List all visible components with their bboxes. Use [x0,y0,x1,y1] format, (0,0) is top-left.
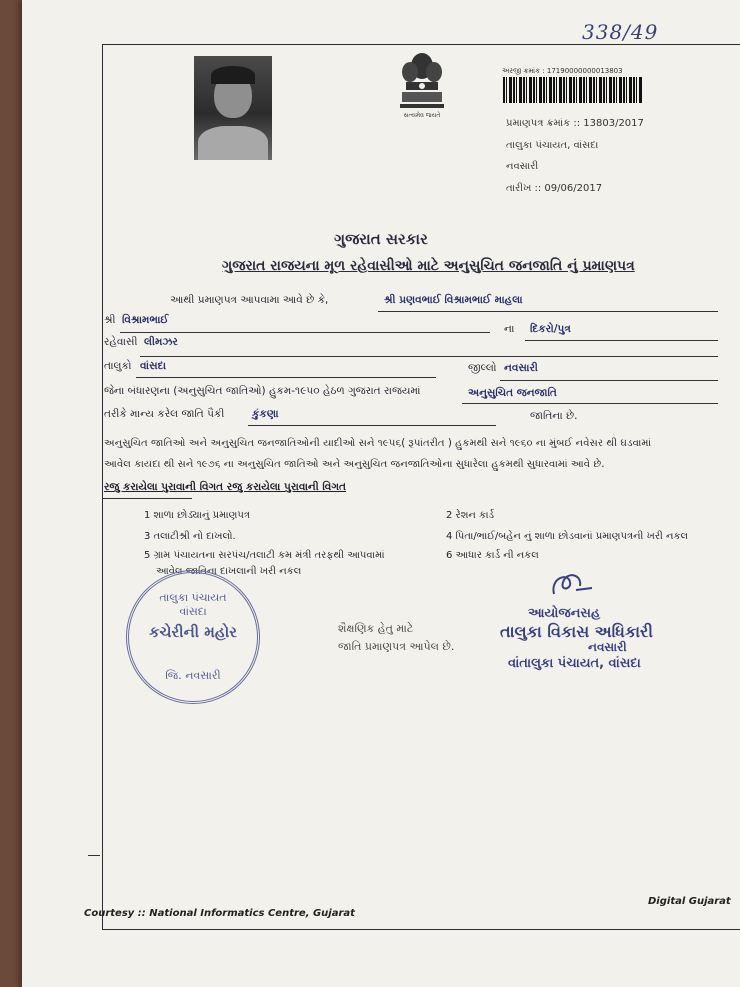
intro-label: આથી પ્રમાણપત્ર આપવામા આવે છે કે, [170,294,329,306]
father-name: વિશ્રામભાઈ [122,314,169,326]
application-number: અરજી ક્રમાંક : 17190000000013803 [502,67,623,75]
header-district: નવસારી [506,161,539,172]
taluka: વાંસદા [140,360,167,372]
relation: દિકરો/પુત્ર [530,323,571,335]
applicant-name: શ્રી પ્રણવભાઈ વિશ્રામભાઈ માહલા [384,294,523,306]
document-item: 2 રેશન કાર્ડ [446,510,495,521]
taluka-label: તાલુકો [104,360,132,372]
signature-line-4: વાંતાલુકા પંચાયત, વાંસદા [508,656,641,671]
document-item: આવેલ જાતિના દાખલાની ખરી નકલ [156,566,302,577]
paragraph-line-1: અનુસુચિત જાતિઓ અને અનુસુચિત જનજાતિઓની યાદીઓ સને ૧૯૫૬( રૂપાંતરીત ) હુકમથી સને ૧૯૬૦ ના મુંબઈ નવેસર થી ઘડવામાં [104,438,652,449]
certificate-paper [22,0,740,987]
signature-line-3: નવસારી [588,640,627,654]
category: અનુસુચિત જનજાતિ [468,387,557,399]
seal-center-text: કચેરીની મહોર [148,623,238,641]
purpose-note-line-1: શૈક્ષણિક હેતુ માટે [338,622,414,635]
caste: કુંકણા [252,408,279,420]
seal-top-text: તાલુકા પંચાયત વાંસદા [159,591,227,618]
shri-label: શ્રી [104,314,116,326]
document-item: 5 ગ્રામ પંચાયતના સરપંચ/તલાટી કમ મંત્રી તરફથી આપવામાં [144,550,385,561]
caste-suffix: જાતિના છે. [530,410,578,422]
district: નવસારી [504,362,538,374]
handwritten-number: 338/49 [582,20,659,44]
purpose-note-line-2: જાતિ પ્રમાણપત્ર આપેલ છે. [338,640,455,653]
village: લીમઝર [144,336,178,348]
order-label: જેના બંધારણના (અનુસુચિત જાતિઓ) હુકમ-૧૯૫૦ હેઠળ ગુજરાત રાજયમાં [104,385,421,397]
signature-scribble-icon [546,568,596,602]
resident-label: રહેવાસી [104,336,138,348]
signature-line-1: આયોજનસહ [528,606,601,621]
footer-courtesy: Courtesy :: National Informatics Centre, Gujarat [84,908,355,919]
lion-capital-icon [392,48,452,112]
recognized-label: તરીકે માન્ય કરેલ જાતિ પૈકી [104,408,225,420]
document-item: 1 શાળા છોડ્યાનું પ્રમાણપત્ર [144,510,250,521]
certificate-number: પ્રમાણપત્ર ક્રમાંક :: 13803/2017 [506,118,644,129]
district-label: જીલ્લો [468,362,497,374]
emblem-caption: સત્યમેવ જયતે [403,112,441,119]
document-item: 6 આધાર કાર્ડ ની નકલ [446,550,539,561]
na-label: ના [504,323,515,335]
applicant-photo [194,56,272,160]
documents-heading: રજુ કરાયેલા પુરાવાની વિગત રજુ કરાયેલા પુરાવાની વિગત [104,481,346,493]
issuing-office: તાલુકા પંચાયત, વાંસદા [506,140,599,151]
office-seal [126,570,260,704]
document-item: 3 તલાટીશ્રી નો દાખલો. [144,531,236,542]
signature-line-2: તાલુકા વિકાસ અધિકારી [500,622,653,641]
state-emblem [392,48,452,122]
document-item: 4 પિતા/ભાઈ/બહેન નું શાળા છોડવાનાં પ્રમાણપત્રની ખરી નકલ [446,531,689,542]
issue-date: તારીખ :: 09/06/2017 [506,183,603,194]
certificate-title: ગુજરાત રાજયના મૂળ રહેવાસીઓ માટે અનુસુચિત જનજાતિ નું પ્રમાણપત્ર [222,258,635,274]
footer-brand: Digital Gujarat [648,896,731,907]
page-title: ગુજરાત સરકાર [334,230,428,248]
paragraph-line-2: આવેલ કાયદા થી સને ૧૯૭૬ ના અનુસુચિત જાતિઓ અને અનુસુચિત જનજાતિઓના સુધારેલા હુકમથી સુધારવામાં આવે છે. [104,459,605,470]
barcode [503,77,643,103]
seal-bottom-text: જિ. નવસારી [165,669,221,682]
